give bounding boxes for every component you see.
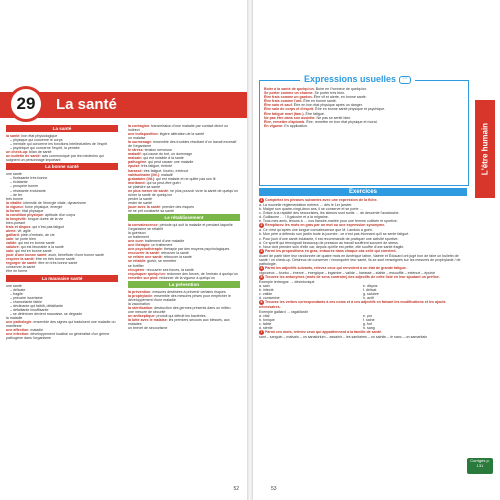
entry: sain: qui est en bonne santé bbox=[6, 249, 52, 254]
word-item: a. vital bbox=[259, 313, 270, 318]
entry: la prophylaxie: ensemble des mesures prises pour empêcher le développement d'une maladie bbox=[128, 293, 231, 302]
exercise-line: vigoureux – fourbu – énervé – énergique – ingambe – valide – harassé – stable – essoufflé – exténué – épuisé bbox=[259, 271, 435, 276]
entry: harassé: très fatigué, fourbu, exténué bbox=[128, 168, 189, 173]
exercise-number-badge: 4 bbox=[260, 266, 263, 271]
exercise-number-badge: 1 bbox=[260, 198, 263, 202]
word-item: a. sain bbox=[259, 284, 270, 289]
entry: une infection: développement localisé ou généralisé d'un germe pathogène dans l'organisme bbox=[6, 332, 110, 341]
word-item: b. infecté bbox=[259, 288, 274, 293]
left-column bbox=[6, 124, 118, 340]
section-header-health: La santé bbox=[6, 125, 118, 132]
entry: malsain: qui est nuisible à la santé bbox=[128, 156, 184, 161]
word-item: g. salubre bbox=[363, 292, 379, 297]
exercise-number-badge: 3 bbox=[260, 248, 263, 253]
entry: la stérilisation: destruction des germes présents dans un milieu bbox=[128, 305, 231, 310]
entry: la guérison bbox=[128, 231, 146, 236]
entry: se plaindre sa santé bbox=[128, 184, 161, 189]
expression-line: Être frais comme l'œil. Être en bonne santé. bbox=[264, 99, 337, 104]
entry: ruiner la santé de quelqu'un bbox=[128, 192, 173, 197]
entry: – florissante très bonne bbox=[10, 176, 48, 181]
exercise-number-badge: 6 bbox=[260, 300, 263, 305]
word-item: c. faible bbox=[259, 321, 272, 326]
entry: la contagion: transmission d'une maladie par contact direct ou indirect bbox=[128, 124, 229, 133]
entry: un traitement bbox=[128, 235, 149, 240]
expression-line: Ne pas être dans son assiette. Ne pas se sentir bien. bbox=[264, 115, 352, 120]
entry: ne se prit constante sa santé bbox=[128, 208, 174, 213]
entry: une santé bbox=[6, 283, 22, 288]
expression-line: Être sain de corps et d'esprit. Être en bonne santé physique et psychique. bbox=[264, 107, 386, 112]
word-item: d. stérile bbox=[259, 325, 273, 330]
chapter-header bbox=[0, 92, 247, 118]
entry: bien-portant bbox=[6, 220, 26, 225]
entry: être en forme bbox=[6, 269, 28, 274]
entry: un malaise bbox=[128, 136, 146, 141]
word-item: g. fort bbox=[363, 321, 373, 326]
entry: valide: qui est en bonne santé bbox=[6, 241, 55, 246]
exercise-instruction: 3 Parmi les propositions en gras, entourez dans chaque cas celle qui convient. bbox=[260, 248, 397, 253]
entry: la vigueur: force physique, énergie bbox=[6, 204, 63, 209]
section-header-recovery: Le rétablissement bbox=[128, 214, 240, 221]
chapter-number-badge: 29 bbox=[8, 86, 44, 122]
exercise-instruction: 6 Trouvez les verbes correspondants à ces noms et à ces adjectifs en faisant les modifications et les ajouts nécessaires. bbox=[259, 300, 446, 310]
entry: – résistante endurante bbox=[10, 188, 46, 193]
entry: conserver la santé bbox=[6, 265, 36, 270]
entry: requinquer quelqu'un: redonner des forces, de l'entrain à quelqu'un bbox=[128, 271, 238, 276]
speech-bubble-icon: ··· bbox=[399, 76, 411, 84]
verb-column-2 bbox=[363, 314, 467, 330]
expression-line: Être frais comme un gardon. Être vif et alerte, en bonne santé. bbox=[264, 95, 367, 100]
corriges-badge: Corrigés p. 131 bbox=[467, 458, 493, 474]
entry: épuisé: très fatigué, éreinté bbox=[128, 164, 173, 169]
word-item: f. délicat bbox=[363, 288, 377, 293]
expressions-usuelles-box bbox=[259, 74, 469, 186]
exercise-line: Avant de partir faire leur randonnée de quatre mois en Amérique latine, Valérie et Édouard ont jugé bon de faire un bulletin de santé / un check-up. Désireux de conserver / reconquérir leur santé, ils se sont renseignés sur les mesures de prophylaxie / de pathologie. bbox=[259, 253, 461, 266]
bad-health-entries bbox=[6, 284, 118, 341]
entry: la surmenage: ensemble des troubles résultant d'un travail excessif de l'organisme bbox=[128, 140, 237, 149]
expression-line: Se porter comme un charme. Se porter très bien. bbox=[264, 91, 346, 96]
side-tab-label: L'être humain bbox=[480, 122, 490, 176]
entry: le stress: tension nerveuse bbox=[128, 148, 172, 153]
exercise-5 bbox=[259, 275, 467, 284]
expressions-list bbox=[264, 87, 464, 128]
section-header-good-health: La bonne santé bbox=[6, 163, 118, 170]
exercise-line: Exemple gaillard → ragaillardir bbox=[259, 309, 308, 314]
entry: perdre la santé bbox=[128, 196, 152, 201]
expression-line: En vigueur. En application. bbox=[264, 123, 308, 128]
entry: un antiseptique: produit qui détruit les bactéries bbox=[128, 313, 206, 318]
exercise-7 bbox=[259, 330, 467, 339]
entry: recouvrer la santé: retrouver la santé bbox=[128, 251, 189, 256]
entry: la santé: bon état physiologique bbox=[6, 134, 58, 138]
adjective-column-2 bbox=[363, 284, 467, 300]
expressions-title bbox=[300, 74, 415, 84]
entry: une pathologie: ensemble des signes qui traduisent une maladie ou manifeste bbox=[6, 319, 116, 328]
adjective-list bbox=[259, 284, 467, 300]
word-item: e. pur bbox=[363, 313, 373, 318]
exercise-line: d. Guillaume … ! Il galoche et a la migraine. bbox=[259, 215, 329, 220]
left-page bbox=[0, 0, 247, 500]
exercise-instruction: 5 Trouvez les antonymes (mots de sens contraire) des adjectifs de cette liste en leur ajoutant un préfixe. bbox=[260, 275, 440, 280]
word-item: f. saine bbox=[363, 317, 375, 322]
expression-line: Boire à la santé de quelqu'un. Boire en l'honneur de quelqu'un. bbox=[264, 87, 368, 91]
prevention-entries bbox=[128, 290, 240, 330]
expressions-title-text: Expressions usuelles bbox=[304, 74, 397, 84]
entry: pathogène: qui peut causer une maladie bbox=[128, 160, 194, 165]
entry: – prospère bonne bbox=[10, 184, 39, 189]
entry: un brevet de secourisme bbox=[128, 326, 168, 331]
word-item: d. contaminé bbox=[259, 296, 280, 301]
entry: respirer la santé: être en très bonne santé bbox=[6, 257, 75, 262]
entry: la maladie bbox=[6, 315, 23, 320]
right-page bbox=[253, 0, 500, 500]
entry: une indisposition: légère altération de la santé bbox=[128, 132, 205, 137]
exercise-6 bbox=[259, 300, 467, 313]
entry: la condition physique: aptitude d'un corps bbox=[6, 212, 76, 217]
entry: – précaire incertaine bbox=[10, 295, 43, 300]
exercise-instruction: 4 Parmi les adjectifs suivants, relevez ceux qui renvoient à un état de grande fatigue. bbox=[260, 266, 407, 271]
entry: se fortifier bbox=[128, 263, 144, 268]
health-entries bbox=[6, 134, 118, 162]
entry: une psychothérapie: thérapie par des moyens psychologiques bbox=[128, 247, 230, 252]
entry: la longévité: longue durée de la vie bbox=[6, 216, 64, 221]
exercise-instruction: 7 Parmi ces mots, relevez ceux qui appartiennent à la famille de santé. bbox=[260, 329, 383, 334]
adjective-column-1 bbox=[259, 284, 363, 300]
entry: sain: se porte bien bbox=[6, 237, 36, 242]
word-item: b. tonique bbox=[259, 317, 275, 322]
entry: très bonne bbox=[6, 196, 23, 201]
entry: la prévention: mesures destinées à prévenir certains risques bbox=[128, 289, 226, 294]
entry: la convalescence: période qui suit la maladie et pendant laquelle l'organisme se rétablit bbox=[128, 223, 233, 232]
page-number-left: 52 bbox=[233, 486, 239, 492]
exercise-number-badge: 2 bbox=[260, 223, 263, 228]
entry: une thérapie: un traitement bbox=[128, 243, 173, 248]
exercise-4 bbox=[259, 266, 467, 275]
entry: – mentale qui concerne les fonctions intellectuelles de l'esprit bbox=[10, 142, 108, 147]
entry: la forme: état physique bbox=[6, 208, 44, 213]
entry: la lutte avec le malaise: les premiers secours aux blessés, aux malades bbox=[128, 318, 230, 327]
entry: salubre: qui est favorable à la santé bbox=[6, 245, 64, 250]
exercise-line: e. Tous mes amis, tenons à … nos fiancée-mariée pour une femme cultivée et sportive. bbox=[259, 219, 398, 224]
exercise-number-badge: 5 bbox=[260, 275, 263, 280]
entry: ne plus mener de santé: ne plus pouvoir vivre la santé de quelqu'un bbox=[128, 188, 238, 193]
chapter-title: La santé bbox=[56, 96, 117, 113]
entry: se rétablir: guérir, se remettre bbox=[128, 259, 177, 264]
exercise-line: a. La nouvelle réglementation entrera … dès le 1er janvier. bbox=[259, 203, 353, 207]
entry: un bulletin de santé: avis communiqué par les médecins qui soignent un personnage important bbox=[6, 154, 104, 163]
expression-line: Être fatigué mort (fam.). Être fatigué. bbox=[264, 111, 325, 116]
word-item: c. valide bbox=[259, 292, 273, 297]
right-column bbox=[128, 124, 240, 330]
exercise-line: c. Pour jouir d'une santé éclatante, il est recommandé de pratiquer une activité sportive. bbox=[259, 236, 399, 241]
entry: grabataire (litt.): qui est malade et ne quitte pas son lit bbox=[128, 176, 216, 181]
entry: – déclinante qui faiblit, défaillante bbox=[10, 303, 63, 308]
exercise-instruction: 2 Remplacez les mots en gras par un mot ou une expression synonyme. bbox=[260, 223, 386, 228]
entry: – éclatante bbox=[10, 180, 28, 185]
entry: – délicate bbox=[10, 287, 26, 292]
entry: un check-up: bilan de santé bbox=[6, 150, 52, 155]
exercises-block bbox=[259, 198, 467, 339]
page-number-right: 53 bbox=[271, 486, 277, 492]
entry: une mesure de sécurité bbox=[128, 309, 166, 314]
recovery-entries bbox=[128, 223, 240, 280]
section-header-bad-health: La mauvaise santé bbox=[6, 275, 118, 282]
entry: une affection: maladie bbox=[6, 328, 43, 333]
exercise-line: e. Nour dort prendre soin d'elle car, depuis qu'elle est petite, elle souffre d'une santé fragile. bbox=[259, 244, 405, 249]
word-item: h. sang bbox=[363, 325, 375, 330]
entry: – physique qui concerne le corps bbox=[10, 138, 63, 143]
entry: la vitalité: intensité de l'énergie vitale, dynamisme bbox=[6, 200, 86, 205]
exercise-number-badge: 7 bbox=[260, 329, 263, 334]
expression-line: Être sain et sauf. Être en bon état physique après un danger. bbox=[264, 103, 363, 108]
entry: se refaire une santé: retrouver la santé bbox=[128, 255, 192, 260]
word-item: h. actif bbox=[363, 296, 374, 301]
verb-column-1 bbox=[259, 314, 363, 330]
exercise-line: d. Ce sportif qui témoignait beaucoup de pression au travail souffrent souvent de stress. bbox=[259, 240, 399, 245]
exercises-1-3 bbox=[259, 198, 467, 266]
entry: regorger de santé: être en très bonne santé bbox=[6, 261, 78, 266]
entry: frais et dispos: qui n'est pas fatigué bbox=[6, 224, 65, 229]
entry: remettre sur pied: redonner de la vigueur à quelqu'un bbox=[128, 275, 215, 280]
section-header-prevention: La prévention bbox=[128, 281, 240, 288]
entry: une santé bbox=[6, 172, 22, 177]
entry: valétudinaire (litt.): maladif bbox=[128, 172, 173, 177]
entry: rester de santé bbox=[128, 200, 152, 205]
exercise-line: a. Ce n'est qu'après une longue convalescence que M. Landois a guéri. bbox=[259, 228, 373, 233]
entry: maladif: qui cause du tort, un dommage bbox=[128, 152, 193, 157]
verb-list bbox=[259, 314, 467, 330]
exercices-header: Exercices bbox=[259, 188, 467, 196]
entry: – défaillante insuffisante bbox=[10, 307, 49, 312]
entry: – se détériorer devient mauvaise, se dégrade bbox=[10, 311, 83, 316]
entry: – psychique qui concerne l'esprit, la pensée bbox=[10, 146, 80, 151]
entry: – de fer bbox=[10, 192, 23, 197]
entry: une cure: traitement d'une maladie bbox=[128, 239, 185, 244]
entry: la vaccination bbox=[128, 301, 150, 306]
entry: alerte: vif, agile bbox=[6, 228, 31, 233]
entry: jouir d'une bonne santé: avoir, bénéficier d'une bonne santé bbox=[6, 253, 105, 258]
exercise-line: c. Grâce à la rapidité des secouristes, les skieurs sont sortis … de descente l'avalanche. bbox=[259, 211, 400, 216]
entry: jouer avec la santé: prendre des risques bbox=[128, 204, 194, 209]
good-health-entries bbox=[6, 172, 118, 273]
exercise-line: Exemple lerlangue → désintoxiqué bbox=[259, 280, 315, 285]
entry: récupérer: recouvrer ses forces, la santé bbox=[128, 267, 194, 272]
side-tab bbox=[475, 100, 495, 198]
exercise-line: b. Mon père a défendu son jardin toute la journée : ce n'est pas étonnant qu'il se sente fatigué. bbox=[259, 232, 410, 237]
entry: – fragile bbox=[10, 291, 23, 296]
entry: moribond: qui va peut-être guéri bbox=[128, 180, 181, 185]
exercise-line: sant – sanguin – malsain – un sanatorium – assainir – les sanitaires – un saintin – le sanc – un samaritain bbox=[259, 334, 428, 339]
entry: gaillard: plein d'entrain, de vie bbox=[6, 233, 55, 238]
expression-line: Être, remettre d'aplomb. Être, remettre en bon état physique et moral. bbox=[264, 119, 378, 124]
word-item: e. dispos bbox=[363, 284, 378, 289]
exercise-line: b. Malgré son quatre-vingt-deux ans, il se conserve et se porte … bbox=[259, 207, 364, 212]
exercise-instruction: 1 Complétez les phrases suivantes avec une expression de la fiche. bbox=[260, 198, 378, 202]
health-continued-entries bbox=[128, 124, 240, 213]
entry: – chancelante faible bbox=[10, 299, 42, 304]
